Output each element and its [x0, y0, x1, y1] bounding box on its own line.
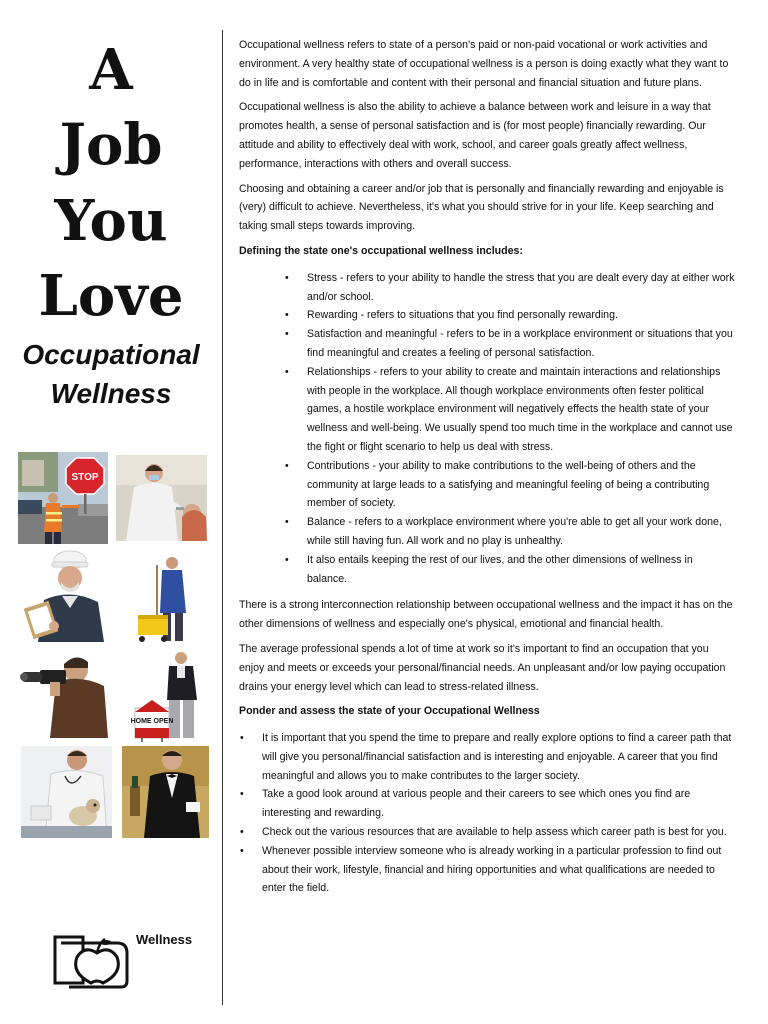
veterinarian-dog-photo [21, 746, 112, 838]
photographer-camera-photo [20, 652, 110, 738]
intro-paragraph-3: Choosing and obtaining a career and/or job that is personally and financially rewarding and enjoyable is (very) difficult to achieve. Nevertheless, it's what you should strive for in your life. Keep searching and taking small steps towards improving. [239, 182, 724, 233]
list-item-satisfaction: • Satisfaction and meaningful - refers to be in a workplace environment or situations that you find meaningful and creates a feeling of personal satisfaction. [307, 325, 735, 363]
construction-supervisor-clipboard-photo [24, 548, 108, 642]
wellness-logo [47, 929, 133, 991]
ponder-list [239, 729, 735, 898]
defining-list [239, 269, 735, 589]
title-word-a: A [89, 37, 133, 103]
realtor-open-house-photo [121, 650, 208, 742]
column-divider [222, 30, 223, 1005]
dentist-patient-photo [116, 455, 207, 541]
section-heading-defining: Defining the state one's occupational wellness includes: [239, 244, 523, 257]
main-content [239, 36, 735, 898]
list-item-relationships: • Relationships - refers to your ability to create and maintain interactions and relationships with people in the workplace. All though workplace environments often fester political games, a hostile workplace environment will negatively effects the health state of your wellness and well-being. We usually spend too much time in the workplace and cannot use the fight or flight scenario to help us deal with stress. [307, 363, 735, 457]
waiter-tuxedo-photo [122, 746, 209, 838]
middle-paragraph-2: The average professional spends a lot of time at work so it's important to find an occupation that you enjoy and meets or exceeds your personal/financial needs. An unpleasant and/or low paying occupation drains your energy level which can lead to stress-related illness. [239, 642, 726, 693]
intro-paragraph-1: Occupational wellness refers to state of a person's paid or non-paid vocational or work activities and environment. A very healthy state of occupational wellness is a person is doing exactly what they want to do in life and is comfortable and content with their personal and financial situation and future plans. [239, 39, 729, 89]
title-word-you: You [54, 188, 168, 254]
stop-sign-text: STOP [71, 472, 99, 483]
list-item-contributions: • Contributions - your ability to make contributions to the well-being of others and the community at large leads to a satisfying and meaningful feeling of being a contributing member of society. [307, 457, 735, 513]
list-item-look-around: • Take a good look around at various people and their careers to see which ones you find are interesting and rewarding. [262, 785, 735, 823]
list-item-stress: • Stress - refers to your ability to handle the stress that you are dealt every day at either work and/or school. [307, 269, 735, 307]
list-item-balance: • Balance - refers to a workplace environment where you're able to get all your work done, while still having fun. All work and no play is unhealthy. [307, 513, 735, 551]
title-word-job: Job [59, 112, 163, 178]
title-word-love: Love [38, 263, 184, 329]
crossing-guard-stop-sign-photo [18, 452, 108, 544]
subtitle-wellness: Wellness [50, 378, 172, 409]
list-item-interview: • Whenever possible interview someone who is already working in a particular profession to find out about their work, lifestyle, financial and hiring opportunities and what qualifications are needed to enter the field. [262, 842, 735, 898]
section-heading-ponder: Ponder and assess the state of your Occupational Wellness [239, 705, 540, 718]
janitor-mop-bucket-photo [134, 553, 196, 646]
list-item-also-entails: • It also entails keeping the rest of our lives, and the other dimensions of wellness in balance. [307, 551, 735, 589]
middle-paragraph-1: There is a strong interconnection relationship between occupational wellness and the impact it has on the other dimensions of wellness and especially one's physical, emotional and financial health. [239, 599, 733, 631]
sidebar [0, 0, 222, 1024]
subtitle-occupational: Occupational [22, 339, 200, 370]
list-item-rewarding: • Rewarding - refers to situations that you find personally rewarding. [307, 306, 735, 325]
list-item-prepare: • It is important that you spend the time to prepare and really explore options to find a career path that will give you personal/financial satisfaction and is interesting and enjoyable. A career that you find meaningful and allows you to make contributes to the larger society. [262, 729, 735, 785]
list-item-resources: • Check out the various resources that are available to help assess which career path is best for you. [262, 823, 735, 842]
home-open-sign-text: HOME OPEN [130, 718, 174, 725]
wellness-logo-label: Wellness [136, 932, 193, 947]
intro-paragraph-2: Occupational wellness is also the ability to achieve a balance between work and leisure in a way that promotes health, a sense of personal satisfaction and is (for most people) financially rewarding. Our attitude and ability to effectively deal with work, school, and career goals greatly affect wellness, performance, interactions with others and overall success. [239, 101, 711, 170]
